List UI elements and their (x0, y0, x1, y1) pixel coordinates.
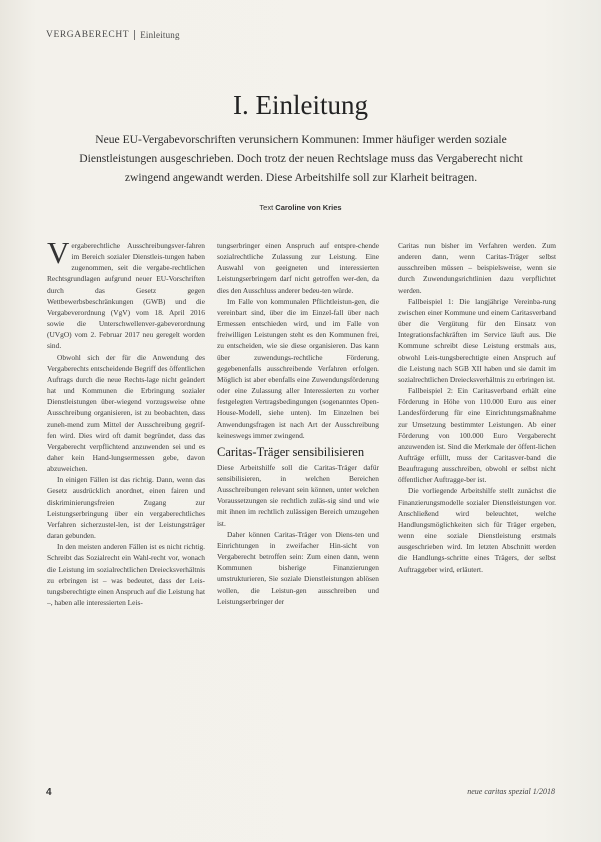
running-head (46, 30, 180, 40)
byline-author: Caroline von Kries (275, 203, 342, 212)
publication-name: neue caritas spezial 1/2018 (467, 787, 555, 796)
paragraph: In den meisten anderen Fällen ist es nicht richtig. Schreibt das Sozialrecht ein Wahl-recht vor, wonach die Leistung im sozialrechtlichen Dreiecksverhältnis zu erbringen ist – was bedeutet, dass der Leis-tungsberechtigte einen Anspruch auf die Leistung hat –, haben alle interessierten Leis- (47, 542, 205, 607)
text-column-1 (47, 240, 205, 760)
paragraph: Caritas nun bisher im Verfahren werden. Zum anderen dann, wenn Caritas-Träger selbst ausschreiben müssen – beispielsweise, wenn sie durch Zuwendungsrichtlinien dazu verpflichtet werden. (398, 241, 556, 295)
section-heading: Caritas-Träger sensibilisieren (217, 444, 365, 459)
paragraph: Diese Arbeitshilfe soll die Caritas-Träger dafür sensibilisieren, in welchen Bereichen Ausschreibungen relevant sein können, unter welchen Voraussetzungen sie rechtlich zuläs-sig sind und wie mit ihnen im rechtlich zulässigen Bereich umzugehen ist. (217, 462, 379, 528)
page-number: 4 (46, 787, 52, 798)
subsection-label: Einleitung (140, 30, 180, 40)
byline-prefix: Text (259, 203, 274, 212)
article-title: I. Einleitung (233, 90, 368, 120)
byline (0, 203, 601, 212)
paragraph: In einigen Fällen ist das richtig. Dann, wenn das Gesetz ausdrücklich anordnet, einen fairen und diskriminierungsfreien Zugang zur Leistungserbringung über ein vergaberechtliches Verfahren sicherzustel-len, ist der Leistungsträger daran gebunden. (47, 475, 205, 541)
paragraph (47, 240, 205, 352)
paragraph: Daher können Caritas-Träger von Diens-ten und Einrichtungen in zweifacher Hin-sicht von Vergaberecht betroffen sein: Zum einen dann, wenn Kommunen bisherige Finanzierungen umstrukturieren, Sie soziale Dienstleistungen ablösen wollen, die Leistun-gen ausschreiben und Leistungserbringer der (217, 529, 379, 606)
paragraph: Fallbeispiel 1: Die langjährige Vereinba-rung zwischen einer Kommune und einem Caritasverband über die Vergütung für den Einsatz von Integrationsfachkräften im Service läuft aus. Die Kommune schreibt diese Leistung erstmals aus, obwohl Leis-tungsberechtigte einen Anspruch auf die Leistung nach SGB XII haben und sie damit im sozialrechtlichen Dreiecksverhältnis zu erbringen ist. (398, 296, 556, 384)
paragraph: Im Falle von kommunalen Pflichtleistun-gen, die vereinbart sind, über die im Einzel-fall über nach Ermessen entschieden wird, und im Falle von freiwilligen Leistungen steht es den Kommunen frei, zu entscheiden, wie sie diese organisieren. Das kann über zuwendungs-rechtliche Förderung, gegebenenfalls ausschreibende Verfahren erfolgen. Möglich ist aber ebenfalls eine Zuwendungsförderung oder eine Zulassung aller Interessierten zu vorher festgelegten Vertragsbedingungen (sogenanntes Open-House-Modell, siehe unten). Im Einzelnen bei Anwendungsfragen ist nach Art der Ausschreibung keineswegs immer zwingend. (217, 296, 379, 440)
paragraph: Fallbeispiel 2: Ein Caritasverband erhält eine Förderung in Höhe von 110.000 Euro aus einer Landesförderung für eine Einrichtungsmaßnahme zur Umsetzung bestimmter Leistungen. Ab einer Förderung von 100.000 Euro Vergaberecht anzuwenden ist. Sind die Merkmale der öffent-lichen Aufträge erfüllt, muss der Caritasver-band die Beauftragung ausschreiben, obwohl er selbst nicht öffentlicher Auftragge-ber ist. (398, 386, 556, 485)
drop-cap: V (47, 240, 70, 270)
paragraph: Obwohl sich der für die Anwendung des Vergaberechts entscheidende Begriff des öffentlichen Auftrags durch die neue Rechts-lage nicht geändert hat und Kommunen die Erbringung sozialer Dienstleistungen über-wiegend vorzugsweise ohne Ausschreibung organisieren, ist zu beobachten, dass zuneh-mend zum Mittel der Ausschreibung gegrif-fen wird. Dies wird oft damit begründet, dass das Vergaberecht verpflichtend anzuwenden sei und es daher kein Hand-lungsermessen gebe, davon abzuweichen. (47, 352, 205, 474)
paragraph: Die vorliegende Arbeitshilfe stellt zunächst die Finanzierungsmodelle sozialer Dienstleistungen vor. Anschließend wird beleuchtet, welche Handlungsmöglichkeiten sich für Träger ergeben, wenn eine soziale Dienstleistung erstmals ausgeschrieben wird. Im letzten Abschnitt werden die Handlungs-schritte eines Trägers, der selbst Auftraggeber wird, erläutert. (398, 486, 556, 574)
section-label: VERGABERECHT (46, 30, 130, 40)
text-column-3 (398, 240, 556, 760)
paragraph: tungserbringer einen Anspruch auf entspre-chende sozialrechtliche Zulassung zur Leistung. Eine Auswahl von geeigneten und interessierten Leistungserbringern darf nicht getroffen wer-den, da dies den Ausschluss anderer bedeu-ten würde. (217, 241, 379, 295)
header-divider (134, 30, 135, 40)
article-lead: Neue EU-Vergabevorschriften verunsichern Kommunen: Immer häufiger werden soziale Dienstleistungen ausgeschrieben. Doch trotz der neuen Rechtslage muss das Vergaberecht nicht zwingend angewandt werden. Diese Arbeitshilfe soll zur Klarheit beitragen. (79, 133, 523, 184)
paragraph-text: ergaberechtliche Ausschreibungsver-fahren im Bereich sozialer Dienstleis-tungen haben zugenommen, seit die vergabe-rechtlichen Rechtsgrundlagen aufgrund neuer EU-Vorschriften durch das Gesetz gegen Wettbewerbsbeschränkungen (GWB) und die Vergabeverordnung (VgV) vom 18. April 2016 sowie die Unterschwellenver-gabeverordnung (UVgO) vom 2. Februar 2017 neu geregelt worden sind. (47, 241, 205, 351)
text-column-2 (217, 240, 379, 760)
